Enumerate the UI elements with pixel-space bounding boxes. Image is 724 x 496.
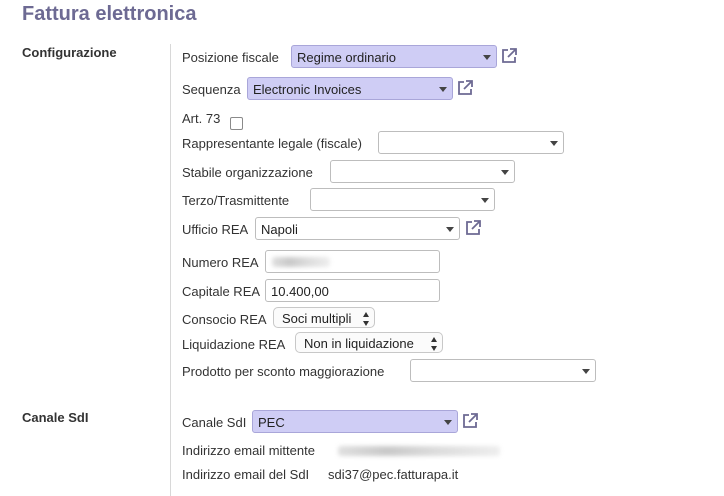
canale-sdi-select[interactable] (252, 410, 458, 433)
chevron-down-icon (483, 55, 491, 60)
ufficio-rea-value: Napoli (261, 222, 298, 237)
external-link-icon[interactable] (455, 78, 475, 98)
capitale-rea-value: 10.400,00 (271, 284, 329, 299)
art73-label: Art. 73 (182, 111, 221, 126)
page-title: Fattura elettronica (22, 3, 197, 25)
external-link-icon[interactable] (463, 218, 483, 238)
consocio-rea-select[interactable] (273, 307, 375, 328)
section-configurazione: Configurazione (22, 45, 117, 60)
sequenza-label: Sequenza (182, 82, 241, 97)
chevron-down-icon (550, 141, 558, 146)
email-sdi-label: Indirizzo email del SdI (182, 467, 310, 482)
terzo-label: Terzo/Trasmittente (182, 193, 290, 208)
prodotto-sconto-select[interactable] (410, 359, 596, 382)
chevron-down-icon (439, 87, 447, 92)
section-canale-sdi: Canale SdI (22, 410, 89, 425)
stabile-select[interactable] (330, 160, 515, 183)
prodotto-sconto-label: Prodotto per sconto maggiorazione (182, 364, 385, 379)
posizione-fiscale-select[interactable] (291, 45, 497, 68)
section-divider (170, 44, 171, 496)
email-mittente-redacted (338, 446, 500, 456)
rappresentante-select[interactable] (378, 131, 564, 154)
chevron-down-icon (481, 198, 489, 203)
chevron-down-icon (446, 227, 454, 232)
chevron-down-icon (582, 369, 590, 374)
canale-sdi-label: Canale SdI (182, 415, 247, 430)
chevron-down-icon (501, 170, 509, 175)
rappresentante-label: Rappresentante legale (fiscale) (182, 136, 362, 151)
sequenza-value: Electronic Invoices (253, 82, 362, 97)
ufficio-rea-label: Ufficio REA (182, 222, 249, 237)
posizione-fiscale-label: Posizione fiscale (182, 50, 279, 65)
up-down-stepper-icon (363, 312, 370, 326)
sequenza-select[interactable] (247, 77, 453, 100)
liquidazione-rea-select[interactable] (295, 332, 443, 353)
art73-checkbox[interactable] (230, 117, 243, 130)
numero-rea-label: Numero REA (182, 255, 259, 270)
email-mittente-label: Indirizzo email mittente (182, 443, 315, 458)
posizione-fiscale-value: Regime ordinario (297, 50, 396, 65)
ufficio-rea-select[interactable] (255, 217, 460, 240)
consocio-rea-value: Soci multipli (282, 311, 352, 326)
email-sdi-value: sdi37@pec.fatturapa.it (328, 467, 459, 482)
chevron-down-icon (444, 420, 452, 425)
redacted-value (272, 257, 330, 267)
terzo-select[interactable] (310, 188, 495, 211)
capitale-rea-input[interactable] (265, 279, 440, 302)
liquidazione-rea-value: Non in liquidazione (304, 336, 414, 351)
consocio-rea-label: Consocio REA (182, 312, 267, 327)
external-link-icon[interactable] (499, 46, 519, 66)
external-link-icon[interactable] (460, 411, 480, 431)
stabile-label: Stabile organizzazione (182, 165, 313, 180)
liquidazione-rea-label: Liquidazione REA (182, 337, 286, 352)
numero-rea-input[interactable] (265, 250, 440, 273)
up-down-stepper-icon (431, 337, 438, 351)
capitale-rea-label: Capitale REA (182, 284, 261, 299)
canale-sdi-value: PEC (258, 415, 285, 430)
